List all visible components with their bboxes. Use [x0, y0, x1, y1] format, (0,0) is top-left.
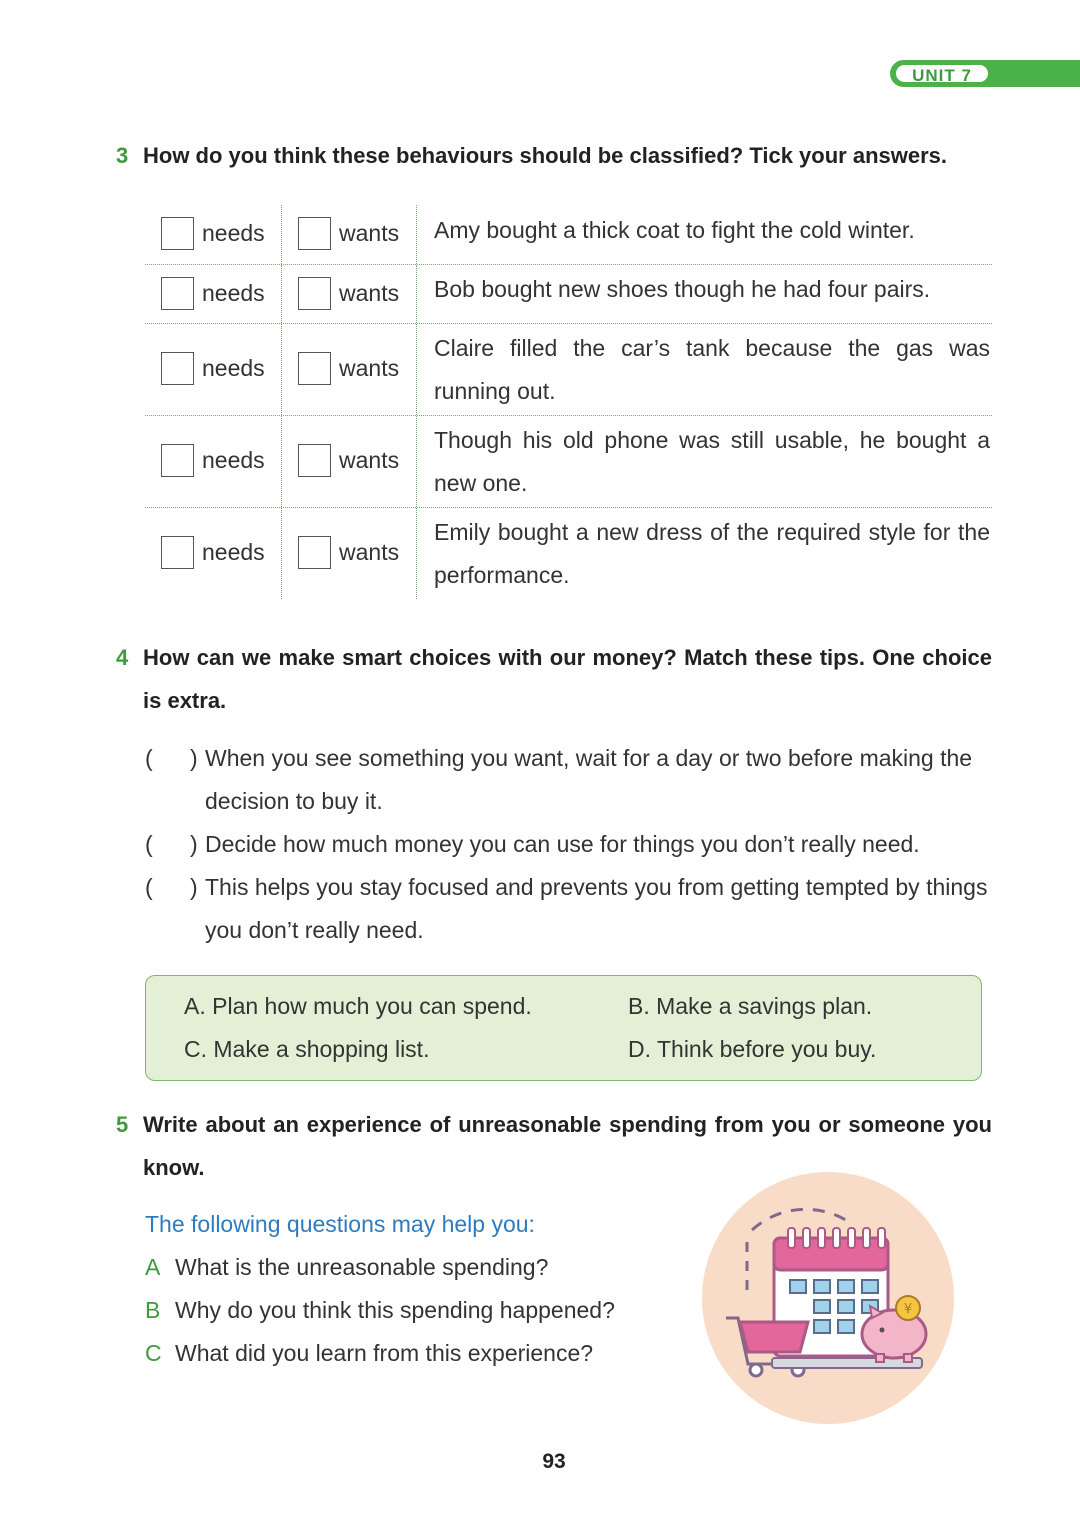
question-prompt: Write about an experience of unreasonable spending from you or someone you know.	[143, 1112, 992, 1180]
help-text: What did you learn from this experience?	[175, 1340, 594, 1366]
statement-text: Though his old phone was still usable, he bought a new one.	[434, 427, 990, 496]
question-prompt: How can we make smart choices with our money? Match these tips. One choice is extra.	[143, 645, 992, 713]
wants-label: wants	[339, 220, 400, 246]
calendar-shopping-illustration-icon	[702, 1172, 954, 1424]
classification-table	[145, 205, 992, 599]
choice-b: B. Make a savings plan.	[628, 993, 873, 1019]
question-number: 4	[116, 645, 129, 670]
needs-label: needs	[202, 447, 265, 473]
wants-option[interactable]	[298, 277, 399, 310]
help-text: What is the unreasonable spending?	[175, 1254, 549, 1280]
choices-box	[145, 975, 982, 1081]
matching-item	[145, 823, 995, 866]
help-question	[145, 1332, 615, 1375]
unit-label: UNIT 7	[894, 63, 990, 84]
needs-checkbox[interactable]	[161, 536, 194, 569]
item-text: This helps you stay focused and prevents you from getting tempted by things you don’t really need.	[205, 874, 988, 943]
matching-items	[145, 737, 995, 952]
table-row	[145, 508, 992, 599]
needs-checkbox[interactable]	[161, 352, 194, 385]
matching-item	[145, 737, 995, 823]
help-title: The following questions may help you:	[145, 1211, 535, 1237]
answer-blank-close: )	[190, 745, 198, 771]
page-number: 93	[542, 1450, 566, 1473]
needs-label: needs	[202, 220, 265, 246]
help-letter: A	[145, 1254, 161, 1280]
help-letter: B	[145, 1297, 161, 1323]
wants-option[interactable]	[298, 352, 399, 385]
wants-checkbox[interactable]	[298, 217, 331, 250]
answer-blank-open[interactable]: (	[145, 745, 153, 771]
wants-checkbox[interactable]	[298, 444, 331, 477]
question-5-heading	[116, 1103, 996, 1180]
help-questions	[145, 1246, 615, 1375]
table-row	[145, 324, 992, 416]
help-text: Why do you think this spending happened?	[175, 1297, 615, 1323]
answer-blank-open[interactable]: (	[145, 831, 153, 857]
statement-text: Bob bought new shoes though he had four pairs.	[434, 276, 931, 302]
needs-label: needs	[202, 355, 265, 381]
question-prompt: How do you think these behaviours should be classified? Tick your answers.	[143, 143, 948, 168]
statement-text: Amy bought a thick coat to fight the cold winter.	[434, 217, 915, 243]
wants-checkbox[interactable]	[298, 352, 331, 385]
wants-checkbox[interactable]	[298, 536, 331, 569]
item-text: When you see something you want, wait for a day or two before making the decision to buy it.	[205, 745, 973, 814]
matching-item	[145, 866, 995, 952]
question-number: 3	[116, 143, 129, 168]
needs-option[interactable]	[161, 444, 265, 477]
wants-label: wants	[339, 447, 400, 473]
answer-blank-close: )	[190, 831, 198, 857]
wants-label: wants	[339, 539, 400, 565]
needs-checkbox[interactable]	[161, 277, 194, 310]
choice-a: A. Plan how much you can spend.	[184, 993, 532, 1019]
needs-option[interactable]	[161, 352, 265, 385]
wants-label: wants	[339, 280, 400, 306]
answer-blank-close: )	[190, 874, 198, 900]
item-text: Decide how much money you can use for things you don’t really need.	[205, 831, 920, 857]
svg-text:¥: ¥	[903, 1302, 913, 1317]
help-question	[145, 1246, 615, 1289]
question-3-heading	[116, 134, 986, 177]
choice-d: D. Think before you buy.	[628, 1036, 877, 1062]
needs-option[interactable]	[161, 217, 265, 250]
needs-option[interactable]	[161, 277, 265, 310]
wants-checkbox[interactable]	[298, 277, 331, 310]
wants-option[interactable]	[298, 444, 399, 477]
answer-blank-open[interactable]: (	[145, 874, 153, 900]
needs-checkbox[interactable]	[161, 217, 194, 250]
wants-label: wants	[339, 355, 400, 381]
help-question	[145, 1289, 615, 1332]
statement-text: Emily bought a new dress of the required style for the performance.	[434, 519, 990, 588]
choice-c: C. Make a shopping list.	[184, 1036, 430, 1062]
table-row	[145, 265, 992, 324]
table-row	[145, 205, 992, 265]
statement-text: Claire filled the car’s tank because the gas was running out.	[434, 335, 990, 404]
help-letter: C	[145, 1340, 162, 1366]
wants-option[interactable]	[298, 536, 399, 569]
table-row	[145, 416, 992, 508]
wants-option[interactable]	[298, 217, 399, 250]
question-number: 5	[116, 1112, 129, 1137]
needs-label: needs	[202, 539, 265, 565]
question-4-heading	[116, 636, 996, 713]
needs-checkbox[interactable]	[161, 444, 194, 477]
needs-label: needs	[202, 280, 265, 306]
needs-option[interactable]	[161, 536, 265, 569]
